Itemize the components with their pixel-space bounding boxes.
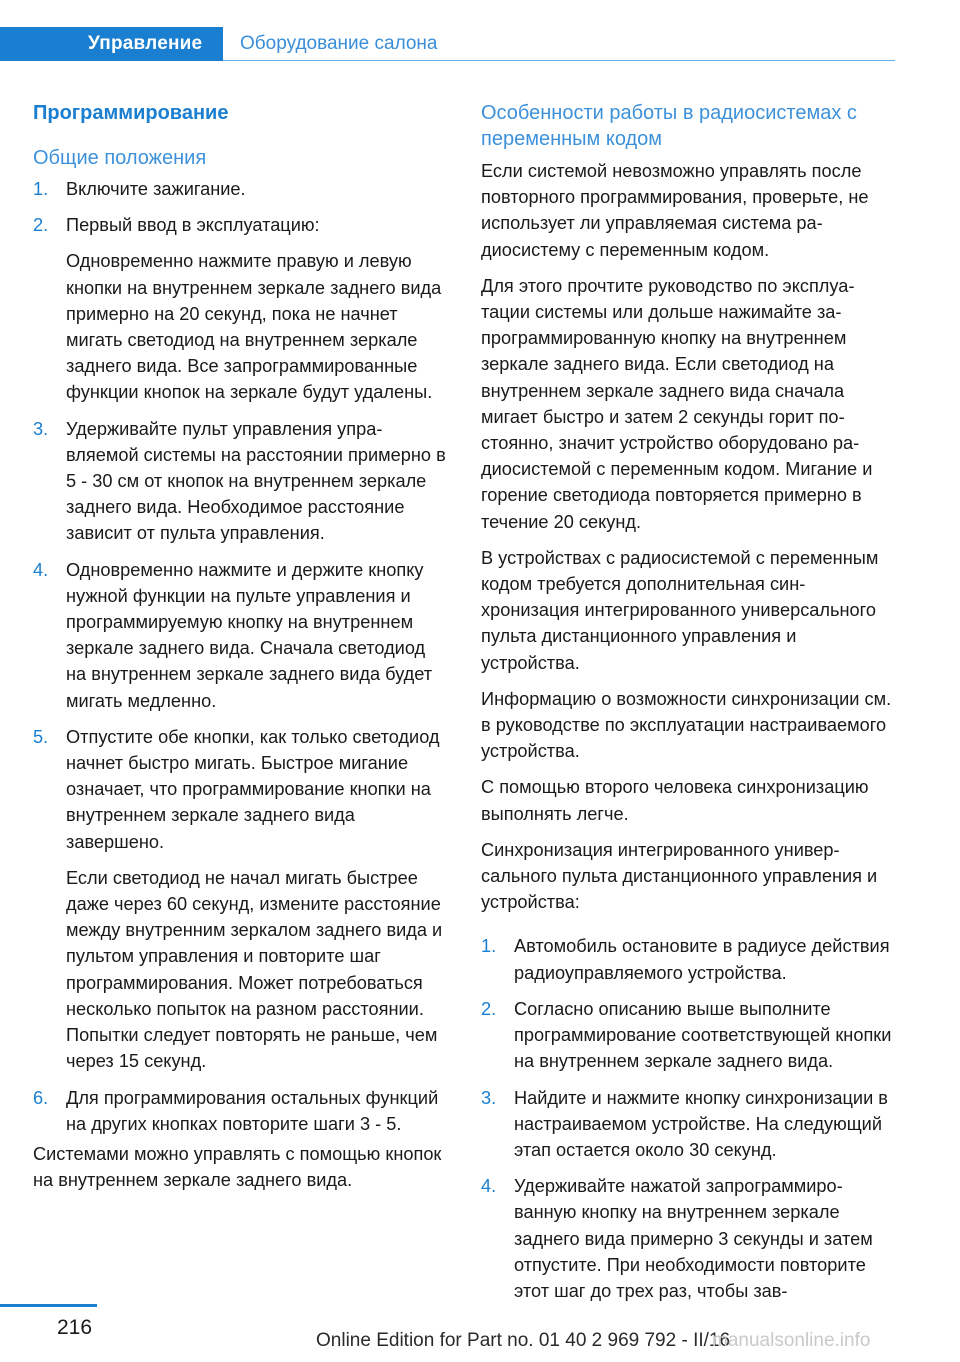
section-subtitle: Общие положения (33, 147, 207, 169)
paragraph: В устройствах с радиосистемой с переменным кодом требуется дополнительная синхронизация интегрированного универсального пульта дистанционного управления и устройства. (481, 547, 879, 673)
step-text: Удерживайте пульт управления управляемой системы на расстоянии примерно в 5 - 30 см от кнопок на внутреннем зеркале заднего вида. Необходимое расстояние зависит от пульта управления. (66, 418, 446, 544)
step-number: 1. (481, 936, 497, 957)
step-item (33, 176, 448, 202)
step-item (33, 1085, 448, 1137)
step-text: Удерживайте нажатой запрограммированную кнопку на внутреннем зеркале заднего вида примерно 3 секунды и затем отпустите. При необходимости повторите этот шаг до трех раз, чтобы зав- (514, 1176, 873, 1301)
step-item (481, 996, 895, 1075)
programming-steps (33, 176, 448, 1137)
step-text: Автомобиль остановите в радиусе действия радиоуправляемого устройства. (514, 936, 890, 983)
step-number: 3. (481, 1087, 497, 1108)
step-number: 5. (33, 726, 49, 747)
tab-upravlenie[interactable]: Управление (0, 27, 223, 61)
step-number: 1. (33, 179, 49, 199)
step-number: 6. (33, 1087, 49, 1108)
step-number: 2. (481, 998, 497, 1019)
page-number-rule (0, 1304, 97, 1307)
step-item (481, 933, 895, 985)
section-title: Программирование (33, 102, 229, 124)
step-item (33, 724, 448, 1075)
step-text: Отпустите обе кнопки, как только светодиод начнет быстро мигать. Быстрое мигание означает, что программирование кнопки на внутреннем зеркале заднего вида завершено. (66, 726, 440, 852)
step-number: 4. (481, 1176, 497, 1197)
step-text: Первый ввод в эксплуатацию: (66, 215, 320, 236)
page-number: 216 (57, 1316, 93, 1339)
header-divider (223, 60, 895, 61)
closing-paragraph: Системами можно управлять с помощью кнопок на внутреннем зеркале заднего вида. (33, 1143, 442, 1191)
step-item (481, 1173, 895, 1304)
step-text: Одновременно нажмите правую и левую кнопки на внутреннем зеркале заднего вида примерно на 20 секунд, пока не начнет мигать светодиод на внутреннем зеркале заднего вида. Все запрограммированные функции кнопок на зеркале будут удалены. (66, 251, 442, 403)
step-text: Одновременно нажмите и держите кнопку нужной функции на пульте управления и программируемую кнопку на внутреннем зеркале заднего вида. Сначала светодиод на внутреннем зеркале заднего вида будет мигать медленно. (66, 559, 433, 711)
edition-footer: Online Edition for Part no. 01 40 2 969 792 - II/16 (316, 1330, 731, 1351)
header-bar (0, 27, 960, 61)
step-item (33, 416, 448, 547)
sync-steps (481, 933, 895, 1304)
section-title-rolling-code: Особенности работы в радиосистемах с переменным кодом (481, 102, 857, 150)
step-item (33, 212, 448, 405)
left-column (33, 100, 448, 1203)
paragraph: С помощью второго человека синхронизацию выполнять легче. (481, 777, 869, 824)
tab-oborudovanie-salona[interactable]: Оборудование салона (240, 33, 438, 54)
paragraph: Синхронизация интегрированного универсального пульта дистанционного управления и устройства: (481, 839, 878, 913)
step-number: 2. (33, 215, 49, 236)
step-number: 4. (33, 559, 49, 580)
step-text: Включите зажигание. (66, 179, 246, 199)
step-text: Найдите и нажмите кнопку синхронизации в настраиваемом устройстве. На следующий этап остается около 30 секунд. (514, 1087, 888, 1160)
paragraph: Для этого прочтите руководство по эксплуатации системы или дольше нажимайте запрограммированную кнопку на внутреннем зеркале заднего вида. Если светодиод на внутреннем зеркале заднего вида сначала мигает быстро и затем 2 секунды горит постоянно, значит устройство оборудовано радиосистемой с переменным кодом. Мигание и горение светодиода повторяется примерно в течение 20 секунд. (481, 275, 873, 532)
step-item (33, 557, 448, 714)
paragraph: Информацию о возможности синхронизации см. в руководстве по эксплуатации настраиваемого устройства. (481, 688, 892, 762)
step-item (481, 1085, 895, 1164)
step-number: 3. (33, 418, 49, 439)
paragraph: Если системой невозможно управлять после повторного программирования, проверьте, не использует ли управляемая система радиосистему с переменным кодом. (481, 161, 869, 260)
step-text: Если светодиод не начал мигать быстрее даже через 60 секунд, измените расстояние между внутренним зеркалом заднего вида и пультом управления и повторите шаг программирования. Может потребоваться несколько попыток на разном расстоянии. Попытки следует повторять не раньше, чем через 15 секунд. (66, 867, 443, 1072)
step-text: Для программирования остальных функций на других кнопках повторите шаги 3 - 5. (66, 1087, 439, 1134)
right-column (481, 100, 895, 1314)
step-text: Согласно описанию выше выполните программирование соответствующей кнопки на внутреннем зеркале заднего вида. (514, 998, 892, 1072)
watermark: manualsonline.info (712, 1330, 871, 1351)
